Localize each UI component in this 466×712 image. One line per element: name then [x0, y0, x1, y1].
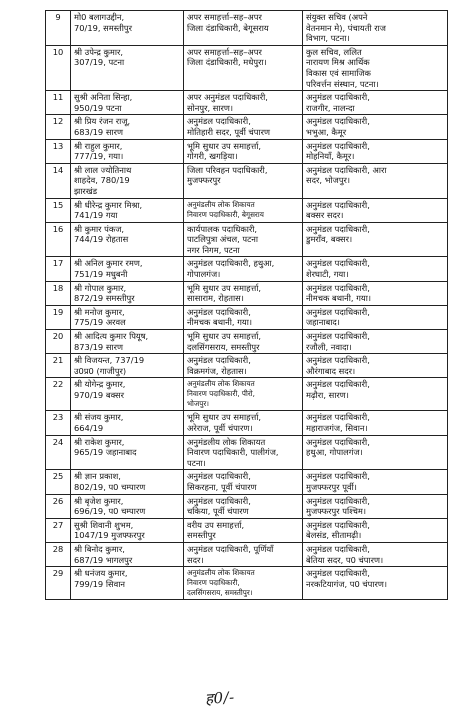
new-posting-text: अनुमंडल पदाधिकारी, औरंगाबाद सदर।	[306, 355, 370, 376]
new-posting-text: अनुमंडल पदाधिकारी, नीमचक बथानी, गया।	[306, 282, 371, 304]
officer-name-cell	[71, 567, 184, 600]
new-posting-cell	[303, 91, 448, 115]
new-posting-cell	[303, 281, 448, 305]
current-posting-cell	[184, 378, 303, 411]
serial-number-cell	[46, 435, 71, 470]
new-posting-text: अनुमंडल पदाधिकारी, मुजफ्फरपुर पूर्वी।	[306, 471, 370, 492]
serial-number-text: 21	[52, 355, 64, 366]
table-row	[46, 11, 448, 46]
current-posting-text: अपर समाहर्त्ता–सह–अपर जिला दंडाधिकारी, मधेपुरा।	[187, 46, 267, 68]
table-row	[46, 198, 448, 222]
current-posting-cell	[184, 11, 303, 46]
new-posting-text: अनुमंडल पदाधिकारी, बेलसंड, सीतामढ़ी।	[306, 519, 370, 541]
current-posting-text: अपर समाहर्त्ता–सह–अपर जिला दंडाधिकारी, बेगूसराय	[187, 12, 269, 33]
current-posting-cell	[184, 139, 303, 163]
officer-name-cell	[71, 494, 184, 518]
current-posting-text: अनुमंडल पदाधिकारी, विक्रमगंज, रोहतास।	[187, 355, 251, 376]
new-posting-cell	[303, 305, 448, 329]
new-posting-cell	[303, 518, 448, 542]
current-posting-text: भूमि सुधार उप समाहर्त्ता, अरेराज, पूर्वी चंपारण।	[187, 412, 262, 433]
table-row	[46, 354, 448, 378]
current-posting-cell	[184, 45, 303, 90]
table-row	[46, 257, 448, 281]
officer-name-cell	[71, 281, 184, 305]
current-posting-cell	[184, 222, 303, 257]
new-posting-text: अनुमंडल पदाधिकारी, नरकटियागंज, प0 चंपारण।	[306, 568, 388, 589]
current-posting-cell	[184, 435, 303, 470]
serial-number-text: 24	[52, 436, 64, 447]
current-posting-cell	[184, 470, 303, 494]
current-posting-cell	[184, 115, 303, 139]
new-posting-cell	[303, 198, 448, 222]
officer-name-text: श्री राहुल कुमार, 777/19, गया।	[74, 140, 124, 162]
new-posting-text: अनुमंडल पदाधिकारी, मुजफ्फरपुर पश्चिम।	[306, 495, 370, 517]
table-row	[46, 305, 448, 329]
serial-number-cell	[46, 163, 71, 198]
officer-name-text: सुश्री अनिता सिन्हा, 950/19 पटना	[74, 92, 133, 113]
officer-name-cell	[71, 378, 184, 411]
serial-number-text: 18	[52, 282, 64, 293]
officer-name-text: श्री मनोज कुमार, 775/19 अरवल	[74, 306, 126, 328]
new-posting-text: अनुमंडल पदाधिकारी, बक्सर सदर।	[306, 199, 370, 221]
serial-number-text: 9	[55, 12, 61, 22]
current-posting-text: अनुमंडलीय लोक शिकायत निवारण पदाधिकारी, पीरो, भोजपुर।	[187, 379, 255, 409]
current-posting-cell	[184, 494, 303, 518]
serial-number-cell	[46, 11, 71, 46]
officer-name-text: श्री प्रिय रंजन राजू, 683/19 सारण	[74, 116, 131, 137]
officer-name-cell	[71, 222, 184, 257]
new-posting-cell	[303, 567, 448, 600]
serial-number-cell	[46, 330, 71, 354]
officer-name-cell	[71, 115, 184, 139]
current-posting-cell	[184, 281, 303, 305]
serial-number-text: 11	[52, 92, 64, 103]
officer-name-text: श्री गोपाल कुमार, 872/19 समस्तीपुर	[74, 282, 135, 304]
serial-number-cell	[46, 354, 71, 378]
serial-number-text: 10	[52, 46, 64, 57]
serial-number-cell	[46, 518, 71, 542]
new-posting-cell	[303, 411, 448, 435]
officer-name-cell	[71, 139, 184, 163]
current-posting-text: भूमि सुधार उप समाहर्त्ता, गोगरी, खगड़िया।	[187, 140, 262, 162]
officer-name-text: श्री बिनोद कुमार, 687/19 भागलपुर	[74, 543, 133, 565]
current-posting-cell	[184, 91, 303, 115]
new-posting-text: संयुक्त सचिव (अपने वेतनमान मे), पंचायती राज विभाग, पटना।	[306, 12, 386, 44]
officer-name-cell	[71, 330, 184, 354]
serial-number-cell	[46, 281, 71, 305]
current-posting-text: वरीय उप समाहर्त्ता, समस्तीपुर	[187, 519, 245, 541]
officer-name-text: श्री विजयन्त, 737/19 उ0प्र0 (गाजीपुर)	[74, 355, 145, 376]
officer-name-text: श्री धीरेन्द्र कुमार मिश्रा, 741/19 गया	[74, 199, 143, 221]
officer-name-cell	[71, 435, 184, 470]
new-posting-cell	[303, 257, 448, 281]
table-row	[46, 470, 448, 494]
officer-name-cell	[71, 470, 184, 494]
serial-number-text: 12	[52, 116, 64, 127]
current-posting-cell	[184, 411, 303, 435]
serial-number-cell	[46, 411, 71, 435]
serial-number-text: 29	[52, 568, 64, 579]
serial-number-text: 25	[52, 471, 64, 482]
new-posting-text: अनुमंडल पदाधिकारी, महाराजगंज, सिवान।	[306, 412, 370, 433]
table-row	[46, 91, 448, 115]
serial-number-cell	[46, 470, 71, 494]
officer-name-cell	[71, 45, 184, 90]
current-posting-text: अनुमंडलीय लोक शिकायत निवारण पदाधिकारी, बेगूसराय	[187, 199, 264, 219]
officer-name-cell	[71, 354, 184, 378]
officer-name-text: श्री बृजेश कुमार, 696/19, प0 चम्पारण	[74, 495, 146, 517]
officer-name-text: श्री संजय कुमार, 664/19	[74, 412, 124, 433]
table-row	[46, 567, 448, 600]
new-posting-text: अनुमंडल पदाधिकारी, राजगीर, नालन्दा	[306, 92, 370, 113]
serial-number-text: 23	[52, 412, 64, 423]
new-posting-cell	[303, 115, 448, 139]
table-row	[46, 115, 448, 139]
serial-number-cell	[46, 45, 71, 90]
new-posting-cell	[303, 378, 448, 411]
current-posting-text: अनुमंडल पदाधिकारी, सिकरहना, पूर्वी चंपारण	[187, 471, 257, 492]
new-posting-text: अनुमंडल पदाधिकारी, मोहनियाँ, कैमूर।	[306, 140, 370, 162]
handwritten-signature: ह0/-	[204, 687, 236, 709]
officer-name-text: श्री ज्ञान प्रकाश, 802/19, प0 चम्पारण	[74, 471, 146, 492]
table-row	[46, 222, 448, 257]
serial-number-text: 20	[52, 331, 64, 342]
transfer-table	[45, 10, 448, 600]
new-posting-text: अनुमंडल पदाधिकारी, जहानाबाद।	[306, 306, 370, 328]
current-posting-text: अनुमंडल पदाधिकारी, पूर्णियाँ सदर।	[187, 543, 274, 565]
table-row	[46, 139, 448, 163]
current-posting-text: अनुमंडल पदाधिकारी, चकिया, पूर्वी चंपारण	[187, 495, 251, 517]
officer-name-text: श्री अनिल कुमार रमण, 751/19 मधुबनी	[74, 258, 143, 280]
current-posting-cell	[184, 330, 303, 354]
serial-number-cell	[46, 198, 71, 222]
serial-number-text: 28	[52, 543, 64, 554]
serial-number-cell	[46, 494, 71, 518]
current-posting-cell	[184, 354, 303, 378]
current-posting-text: अनुमंडलीय लोक शिकायत निवारण पदाधिकारी, दलसिंगसराय, समस्तीपुर।	[187, 568, 255, 598]
table-row	[46, 411, 448, 435]
new-posting-cell	[303, 542, 448, 566]
officer-name-cell	[71, 305, 184, 329]
new-posting-text: अनुमंडल पदाधिकारी, मढ़ौरा, सारण।	[306, 379, 370, 400]
officer-name-text: सुश्री शिवानी शुभम, 1047/19 मुजफ्फरपुर	[74, 519, 145, 541]
serial-number-cell	[46, 542, 71, 566]
current-posting-cell	[184, 198, 303, 222]
officer-name-cell	[71, 163, 184, 198]
current-posting-text: भूमि सुधार उप समाहर्त्ता, सासाराम, रोहतास।	[187, 282, 262, 304]
serial-number-cell	[46, 305, 71, 329]
new-posting-cell	[303, 11, 448, 46]
new-posting-cell	[303, 354, 448, 378]
officer-name-text: श्री लाल ज्योतिनाथ शाहदेव, 780/19 झारखंड	[74, 164, 132, 196]
serial-number-text: 19	[52, 306, 64, 317]
officer-name-text: मो0 बलागउद्दीन, 70/19, समस्तीपुर	[74, 12, 132, 33]
table-row	[46, 435, 448, 470]
new-posting-text: अनुमंडल पदाधिकारी, शेरघाटी, गया।	[306, 258, 370, 280]
table-row	[46, 542, 448, 566]
serial-number-text: 22	[52, 379, 64, 390]
officer-name-cell	[71, 257, 184, 281]
serial-number-text: 13	[52, 140, 64, 151]
current-posting-text: जिला परिवहन पदाधिकारी, मुजफ्फरपुर	[187, 164, 268, 186]
officer-name-text: श्री कुमार पंकज, 744/19 रोहतास	[74, 223, 129, 245]
new-posting-text: अनुमंडल पदाधिकारी, आरा सदर, भोजपुर।	[306, 164, 387, 186]
officer-name-cell	[71, 542, 184, 566]
current-posting-cell	[184, 567, 303, 600]
serial-number-cell	[46, 139, 71, 163]
serial-number-cell	[46, 378, 71, 411]
new-posting-cell	[303, 163, 448, 198]
new-posting-text: अनुमंडल पदाधिकारी, भभुआ, कैमूर	[306, 116, 370, 137]
serial-number-cell	[46, 91, 71, 115]
new-posting-text: अनुमंडल पदाधिकारी, बेतिया सदर, प0 चंपारण।	[306, 543, 384, 565]
serial-number-text: 17	[52, 258, 64, 269]
current-posting-cell	[184, 257, 303, 281]
officer-name-cell	[71, 198, 184, 222]
table-row	[46, 330, 448, 354]
current-posting-text: कार्यपालक पदाधिकारी, पाटलिपुत्रा अंचल, पटना नगर निगम, पटना	[187, 223, 259, 255]
serial-number-text: 14	[52, 164, 64, 175]
current-posting-cell	[184, 542, 303, 566]
serial-number-cell	[46, 222, 71, 257]
new-posting-cell	[303, 330, 448, 354]
new-posting-text: कुल सचिव, ललित नारायण मिश्र आर्थिक विकास एवं सामाजिक परिवर्त्तन संस्थान, पटना।	[306, 46, 379, 89]
table-body	[46, 11, 448, 600]
serial-number-cell	[46, 567, 71, 600]
current-posting-cell	[184, 305, 303, 329]
new-posting-cell	[303, 222, 448, 257]
new-posting-text: अनुमंडल पदाधिकारी, रजौली, नवादा।	[306, 331, 370, 352]
serial-number-text: 15	[52, 199, 64, 210]
current-posting-text: अनुमंडल पदाधिकारी, मोतिहारी सदर, पूर्वी चंपारण	[187, 116, 271, 137]
serial-number-cell	[46, 257, 71, 281]
table-row	[46, 163, 448, 198]
new-posting-text: अनुमंडल पदाधिकारी, हथुआ, गोपालगंज।	[306, 436, 370, 458]
officer-name-cell	[71, 411, 184, 435]
new-posting-cell	[303, 45, 448, 90]
current-posting-text: भूमि सुधार उप समाहर्त्ता, दलसिंगसराय, समस्तीपुर	[187, 331, 262, 352]
new-posting-cell	[303, 139, 448, 163]
current-posting-cell	[184, 518, 303, 542]
current-posting-text: अनुमंडल पदाधिकारी, नीमचक बथानी, गया।	[187, 306, 252, 328]
new-posting-cell	[303, 494, 448, 518]
current-posting-text: अनुमंडल पदाधिकारी, हथुआ, गोपालगंज।	[187, 258, 275, 280]
new-posting-cell	[303, 470, 448, 494]
officer-name-cell	[71, 518, 184, 542]
new-posting-cell	[303, 435, 448, 470]
officer-name-cell	[71, 11, 184, 46]
table-row	[46, 518, 448, 542]
serial-number-text: 26	[52, 495, 64, 506]
table-row	[46, 494, 448, 518]
table-row	[46, 378, 448, 411]
current-posting-text: अपर अनुमंडल पदाधिकारी, सोनपुर, सारण।	[187, 92, 268, 113]
officer-name-text: श्री योगेन्द्र कुमार, 970/19 बक्सर	[74, 379, 126, 400]
serial-number-text: 16	[52, 223, 64, 234]
new-posting-text: अनुमंडल पदाधिकारी, डुमराँव, बक्सर।	[306, 223, 370, 245]
officer-name-text: श्री आदित्य कुमार पियूष, 873/19 सारण	[74, 331, 149, 352]
officer-name-text: श्री धनंजय कुमार, 799/19 सिवान	[74, 568, 128, 589]
officer-name-cell	[71, 91, 184, 115]
table-row	[46, 45, 448, 90]
serial-number-cell	[46, 115, 71, 139]
current-posting-text: अनुमंडलीय लोक शिकायत निवारण पदाधिकारी, पालीगंज, पटना।	[187, 436, 279, 468]
table-row	[46, 281, 448, 305]
officer-name-text: श्री उपेन्द्र कुमार, 307/19, पटना	[74, 46, 125, 68]
current-posting-cell	[184, 163, 303, 198]
serial-number-text: 27	[52, 519, 64, 530]
officer-name-text: श्री राकेश कुमार, 965/19 जहानाबाद	[74, 436, 137, 458]
